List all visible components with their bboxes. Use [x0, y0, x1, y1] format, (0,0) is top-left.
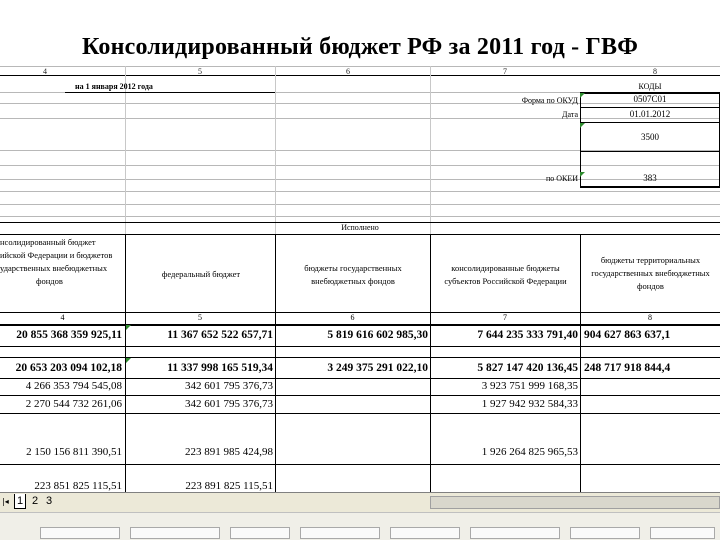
okei-code: 383 — [580, 172, 720, 186]
comment-marker — [580, 93, 585, 98]
table-cell: 248 717 918 844,4 — [584, 362, 671, 374]
column-head-line: нсолидированный бюджет — [0, 237, 96, 247]
toolbar-segment[interactable] — [470, 527, 560, 539]
column-num: 6 — [350, 313, 355, 322]
column-head-line: бюджеты территориальных — [600, 255, 701, 265]
column-num: 7 — [503, 313, 507, 322]
bottom-toolbar — [0, 512, 720, 540]
table-cell: 11 337 998 165 519,34 — [167, 362, 273, 374]
comment-marker — [580, 172, 585, 177]
first-sheet-icon[interactable]: |◂ — [2, 497, 9, 506]
table-cell: 904 627 863 637,1 — [584, 329, 671, 341]
toolbar-segment[interactable] — [570, 527, 640, 539]
form-code: 0507С01 — [580, 93, 720, 107]
column-letter: 6 — [346, 67, 350, 76]
table-cell: 2 150 156 811 390,51 — [26, 446, 122, 458]
column-letter: 7 — [503, 67, 507, 76]
column-head-line: внебюджетных фондов — [311, 276, 395, 286]
horizontal-scrollbar[interactable] — [430, 496, 720, 509]
table-cell: 3 923 751 999 168,35 — [481, 380, 578, 392]
table-cell: 342 601 795 376,73 — [185, 398, 273, 410]
table-cell: 4 266 353 794 545,08 — [25, 380, 122, 392]
table-cell: 7 644 235 333 791,40 — [477, 329, 578, 341]
toolbar-segment[interactable] — [300, 527, 380, 539]
toolbar-segment[interactable] — [40, 527, 120, 539]
table-cell: 223 891 985 424,98 — [185, 446, 273, 458]
toolbar-segment[interactable] — [650, 527, 715, 539]
comment-marker — [580, 123, 585, 128]
column-head-line: консолидированные бюджеты — [451, 263, 560, 273]
report-date: на 1 января 2012 года — [75, 82, 153, 91]
table-cell: 2 270 544 732 261,06 — [25, 398, 122, 410]
table-cell: 20 653 203 094 102,18 — [15, 362, 122, 374]
okei-label: по ОКЕИ — [545, 174, 578, 183]
column-head-consolidated — [0, 236, 124, 288]
column-head-state-funds — [276, 262, 430, 288]
column-num: 5 — [198, 313, 202, 322]
table-cell: 5 819 616 602 985,30 — [327, 329, 428, 341]
table-cell: 20 855 368 359 925,11 — [16, 329, 122, 341]
table-cell: 223 851 825 115,51 — [34, 480, 122, 492]
table-cell: 223 891 825 115,51 — [185, 480, 273, 492]
column-head-regions — [431, 262, 580, 288]
column-head-line: ийской Федерации и бюджетов — [0, 250, 113, 260]
column-head-line: субъектов Российской Федерации — [444, 276, 567, 286]
sheet-tab-bar — [0, 492, 720, 512]
form-label: Форма по ОКУД — [521, 96, 578, 105]
toolbar-segment[interactable] — [390, 527, 460, 539]
table-cell: 342 601 795 376,73 — [185, 380, 273, 392]
column-num: 4 — [60, 313, 65, 322]
column-head-territorial-funds — [581, 254, 720, 293]
date-label: Дата — [562, 110, 578, 119]
table-cell: 1 927 942 932 584,33 — [481, 398, 578, 410]
column-head-line: бюджеты государственных — [304, 263, 402, 273]
sheet-tab-3[interactable]: 3 — [46, 495, 53, 507]
column-head-line: федеральный бюджет — [161, 269, 241, 279]
group-header: Исполнено — [341, 223, 379, 232]
column-letter: 4 — [43, 67, 47, 76]
column-head-line: фондов — [637, 281, 664, 291]
toolbar-segment[interactable] — [230, 527, 290, 539]
column-head-line: фондов — [36, 276, 63, 286]
column-num: 8 — [648, 313, 652, 322]
column-letter: 8 — [653, 67, 657, 76]
empty-code — [580, 152, 720, 172]
sheet-tab-1[interactable]: 1 — [14, 494, 26, 509]
spreadsheet — [0, 66, 720, 540]
table-cell: 11 367 652 522 657,71 — [167, 329, 273, 341]
column-head-line: государственных внебюджетных — [591, 268, 710, 278]
toolbar-segment[interactable] — [130, 527, 220, 539]
blank-code: 3500 — [580, 123, 720, 151]
sheet-tab-2[interactable]: 2 — [32, 495, 39, 507]
slide-title: Консолидированный бюджет РФ за 2011 год - ГВФ — [81, 34, 639, 60]
column-head-line: ударственных внебюджетных — [0, 263, 108, 273]
column-letter: 5 — [198, 67, 202, 76]
column-head-federal — [126, 268, 276, 281]
table-cell: 3 249 375 291 022,10 — [327, 362, 428, 374]
table-cell: 5 827 147 420 136,45 — [477, 362, 578, 374]
table-cell: 1 926 264 825 965,53 — [481, 446, 578, 458]
date-value: 01.01.2012 — [580, 108, 720, 122]
codes-label: КОДЫ — [638, 82, 662, 91]
